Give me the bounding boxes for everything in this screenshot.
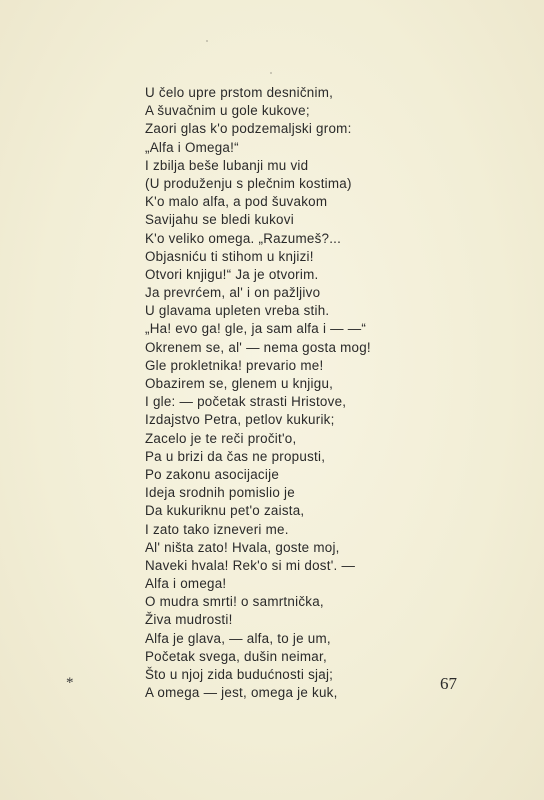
- poem-line: A šuvačnim u gole kukove;: [145, 103, 310, 119]
- poem-line: Otvori knjigu!“ Ja je otvorim.: [145, 266, 319, 282]
- poem-line: Obazirem se, glenem u knjigu,: [145, 376, 334, 391]
- poem-line: U glavama upleten vreba stih.: [145, 303, 330, 319]
- poem-line: Ideja srodnih pomislio je: [145, 485, 295, 501]
- poem-line: A omega — jest, omega je kuk,: [145, 685, 338, 701]
- poem-line: Ja prevrćem, al' i on pažljivo: [145, 285, 321, 301]
- poem-line: U čelo upre prstom desničnim,: [145, 85, 334, 100]
- poem-line: Po zakonu asocijacije: [145, 466, 280, 482]
- poem-line: Pa u brizi da čas ne propusti,: [145, 448, 326, 464]
- poem-line: I gle: — početak strasti Hristove,: [145, 394, 347, 410]
- poem-line: „Alfa i Omega!“: [145, 139, 239, 155]
- poem-line: O mudra smrti! o samrtnička,: [145, 594, 324, 610]
- poem-line: I zato tako izneveri me.: [145, 521, 289, 537]
- poem-line: Naveki hvala! Rek'o si mi dost'. —: [145, 557, 356, 573]
- footnote-asterisk: *: [66, 675, 74, 691]
- paper-speck: [206, 40, 208, 42]
- poem-line: Zacelo je te reči pročit'o,: [145, 430, 297, 446]
- poem-line: K'o malo alfa, a pod šuvakom: [145, 194, 328, 210]
- poem-line: I zbilja beše lubanji mu vid: [145, 157, 309, 173]
- poem-line: Živa mudrosti!: [145, 612, 233, 628]
- poem-line: Alfa i omega!: [145, 576, 227, 592]
- poem-line: Savijahu se bledi kukovi: [145, 212, 294, 228]
- poem-line: Zaori glas k'o podzemaljski grom:: [145, 121, 352, 137]
- poem-line: Okrenem se, al' — nema gosta mog!: [145, 339, 371, 355]
- poem-line: K'o veliko omega. „Razumeš?...: [145, 230, 342, 246]
- poem-line: Gle prokletnika! prevario me!: [145, 357, 324, 373]
- poem-line: Početak svega, dušin neimar,: [145, 648, 327, 664]
- poem-line: „Ha! evo ga! gle, ja sam alfa i — —“: [145, 321, 367, 337]
- poem-line: Objasniću ti stihom u knjizi!: [145, 248, 314, 264]
- page-number: 67: [440, 674, 457, 693]
- poem-line: Da kukuriknu pet'o zaista,: [145, 503, 305, 519]
- poem-line: Al' ništa zato! Hvala, goste moj,: [145, 539, 340, 555]
- paper-speck: [270, 72, 272, 74]
- poem-text: [145, 84, 525, 702]
- poem-line: Što u njoj zida budućnosti sjaj;: [145, 667, 334, 682]
- poem-line: Alfa je glava, — alfa, to je um,: [145, 630, 331, 646]
- poem-line: Izdajstvo Petra, petlov kukurik;: [145, 412, 335, 428]
- poem-line: (U produženju s plečnim kostima): [145, 175, 352, 191]
